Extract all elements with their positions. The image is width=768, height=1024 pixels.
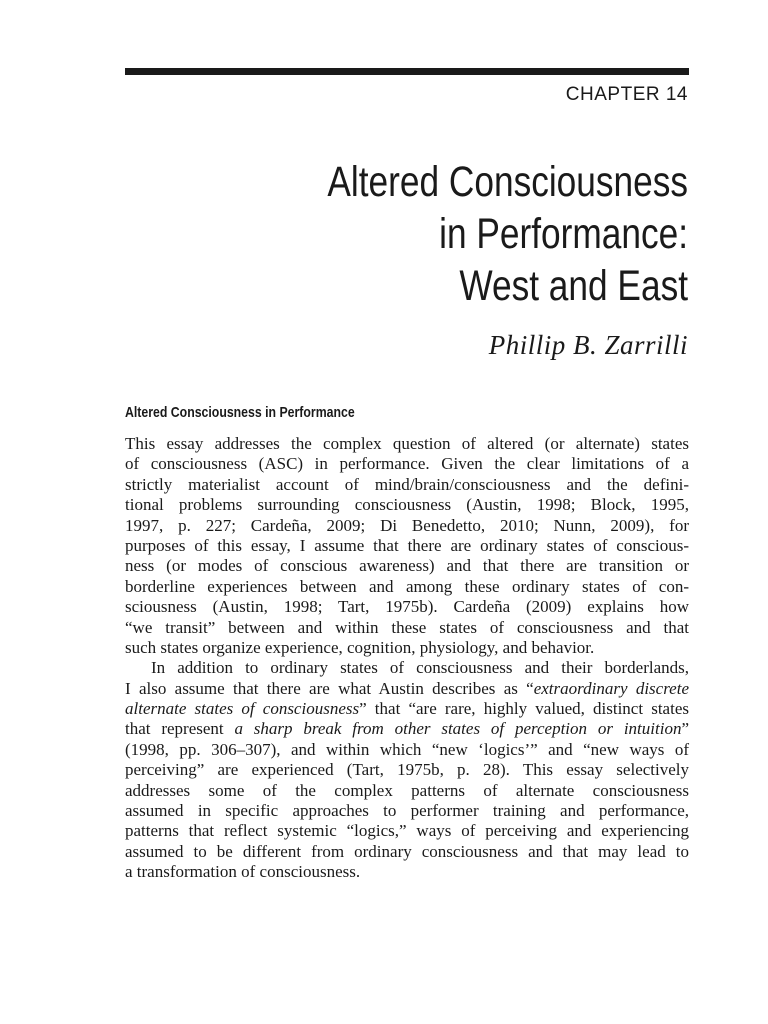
text-run: ” xyxy=(681,719,689,739)
text-line: perceiving” are experienced (Tart, 1975b, p. 28). This essay selectively xyxy=(125,760,689,780)
text-line: a transformation of consciousness. xyxy=(125,862,361,882)
italic-run: alternate states of consciousness xyxy=(125,699,360,719)
text-line: borderline experiences between and among these ordinary states of con- xyxy=(125,576,689,596)
text-line: such states organize experience, cognition, physiology, and behavior. xyxy=(125,637,595,657)
text-line: addresses some of the complex patterns of alternate consciousness xyxy=(125,780,689,800)
text-line: ness (or modes of conscious awareness) and that there are transition or xyxy=(125,556,689,576)
body-text xyxy=(125,434,689,883)
text-line: of consciousness (ASC) in performance. Given the clear limitations of a xyxy=(125,454,689,474)
text-run: that represent xyxy=(125,719,235,739)
text-line xyxy=(125,719,689,739)
text-line: purposes of this essay, I assume that there are ordinary states of conscious- xyxy=(125,535,689,555)
text-line: 1997, p. 227; Cardeña, 2009; Di Benedetto, 2010; Nunn, 2009), for xyxy=(125,515,689,535)
text-line: This essay addresses the complex question of altered (or alternate) states xyxy=(125,434,689,453)
text-line: In addition to ordinary states of consciousness and their borderlands, xyxy=(151,658,689,678)
text-line: (1998, pp. 306–307), and within which “new ‘logics’” and “new ways of xyxy=(125,739,689,759)
chapter-top-rule xyxy=(125,68,689,75)
text-line: sciousness (Austin, 1998; Tart, 1975b). Cardeña (2009) explains how xyxy=(125,597,689,617)
chapter-title-line: West and East xyxy=(459,262,688,310)
paragraph xyxy=(125,434,689,658)
text-line: “we transit” between and within these states of consciousness and that xyxy=(125,617,689,637)
text-run: I also assume that there are what Austin describes as “ xyxy=(125,678,534,698)
text-line: assumed in specific approaches to performer training and performance, xyxy=(125,801,689,821)
chapter-title-line: Altered Consciousness xyxy=(327,158,688,206)
text-run: ” that “are rare, highly valued, distinct states xyxy=(359,699,689,719)
italic-run: a sharp break from other states of perception or intuition xyxy=(234,719,682,739)
section-heading: Altered Consciousness in Performance xyxy=(125,404,355,421)
chapter-title-line: in Performance: xyxy=(439,210,688,258)
text-line: patterns that reflect systemic “logics,” ways of perceiving and experiencing xyxy=(125,821,689,841)
chapter-author: Phillip B. Zarrilli xyxy=(488,330,688,360)
text-line: assumed to be different from ordinary consciousness and that may lead to xyxy=(125,841,689,861)
text-line xyxy=(125,699,689,719)
paragraph xyxy=(125,658,689,882)
chapter-label: CHAPTER 14 xyxy=(565,84,688,105)
italic-run: extraordinary discrete xyxy=(533,678,690,698)
text-line: tional problems surrounding consciousness (Austin, 1998; Block, 1995, xyxy=(125,495,689,515)
text-line: strictly materialist account of mind/brain/consciousness and the defini- xyxy=(125,474,689,494)
text-line xyxy=(125,679,689,699)
chapter-title xyxy=(262,156,688,312)
